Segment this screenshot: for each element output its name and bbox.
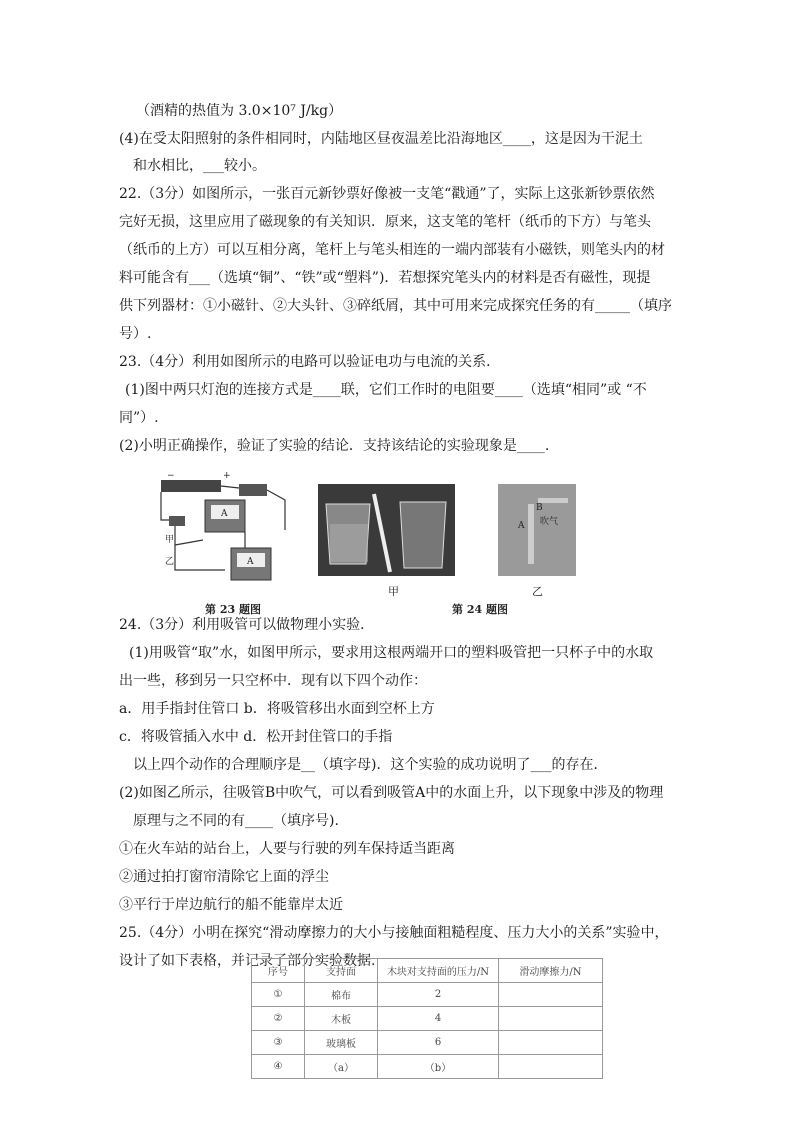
lamp-jia-label: 甲: [165, 535, 175, 545]
meter-a-label: A: [221, 509, 228, 519]
line-q24-3: 出一些，移到另一只空杯中．现有以下四个动作：: [119, 673, 427, 689]
table-cell: ③: [252, 1031, 305, 1055]
caption-yi: 乙: [532, 585, 543, 598]
line-q24-5: (2)如图乙所示，往吸管B中吹气，可以看到吸管A中的水面上升，以下现象中涉及的物理: [119, 785, 664, 801]
line-alcohol-heat-value: （酒精的热值为 3.0×10⁷ J/kg）: [136, 103, 343, 119]
line-q24-choice-2: ②通过拍打窗帘清除它上面的浮尘: [119, 869, 329, 885]
label-a: A: [518, 521, 525, 531]
line-q24-4: 以上四个动作的合理顺序是__（填字母)．这个实验的成功说明了___的存在．: [133, 757, 608, 773]
table-cell: （b）: [378, 1055, 499, 1079]
line-q24-2: (1)用吸管“取”水，如图甲所示，要求用这根两端开口的塑料吸管把一只杯子中的水取: [129, 645, 654, 661]
line-q24-6: 原理与之不同的有____（填序号).: [133, 813, 339, 829]
photo-straws-blow: [498, 484, 576, 576]
line-q24-1: 24.（3分）利用吸管可以做物理小实验．: [119, 617, 375, 633]
table-cell: 4: [378, 1007, 499, 1031]
table-header: 序号: [252, 959, 305, 983]
line-q22-4: 料可能含有___（选填“铜”、“铁”或“塑料”)．若想探究笔头内的材料是否有磁性，现提: [119, 270, 651, 286]
switch-icon: [239, 484, 267, 496]
line-q22-2: 完好无损，这里应用了磁现象的有关知识．原来，这支笔的笔杆（纸币的下方）与笔头: [119, 214, 651, 230]
table-row: [252, 1031, 603, 1055]
line-q22-1: 22.（3分）如图所示，一张百元新钞票好像被一支笔“戳通”了，实际上这张新钞票依然: [119, 186, 655, 202]
table-cell: [499, 1007, 603, 1031]
line-q23-3: 同”）.: [119, 410, 159, 426]
label-blow: 吹气: [540, 517, 559, 527]
line-q23-1: 23.（4分）利用如图所示的电路可以验证电功与电流的关系．: [119, 354, 501, 370]
caption-q23: 第 23 题图: [205, 603, 261, 616]
table-row: [252, 1007, 603, 1031]
caption-q24: 第 24 题图: [452, 603, 508, 616]
table-cell: 棉布: [305, 983, 378, 1007]
line-q21-4: (4)在受太阳照射的条件相同时，内陆地区昼夜温差比沿海地区____，这是因为干泥土: [119, 131, 643, 147]
minus-sign: +: [223, 471, 231, 481]
line-q21-4-cont: 和水相比，___较小。: [133, 158, 266, 174]
line-q22-6: 号）.: [119, 326, 152, 342]
line-q24-option-ab: a．用手指封住管口 b．将吸管移出水面到空杯上方: [119, 701, 435, 717]
table-cell: （a）: [305, 1055, 378, 1079]
line-q23-4: (2)小明正确操作，验证了实验的结论．支持该结论的实验现象是____.: [119, 438, 550, 454]
table-cell: [499, 983, 603, 1007]
lamp-yi-label: 乙: [165, 557, 175, 567]
line-q24-choice-1: ①在火车站的站台上，人要与行驶的列车保持适当距离: [119, 841, 455, 857]
line-q24-choice-3: ③平行于岸边航行的船不能靠岸太近: [119, 897, 343, 913]
line-q25-2: 设计了如下表格，并记录了部分实验数据.: [119, 953, 376, 969]
table-cell: [499, 1055, 603, 1079]
table-cell: 木板: [305, 1007, 378, 1031]
table-header-row: [252, 959, 603, 983]
friction-table: [251, 958, 603, 1079]
straw-icon: [374, 494, 390, 572]
label-b: B: [536, 503, 543, 513]
line-q22-5: 供下列器材：①小磁针、②大头针、③碎纸屑，其中可用来完成探究任务的有_____（填序: [119, 298, 672, 314]
line-q22-3: （纸币的上方）可以互相分离，笔杆上与笔头相连的一端内部装有小磁铁，则笔头内的材: [119, 242, 665, 258]
line-q23-2: (1)图中两只灯泡的连接方式是____联，它们工作时的电阻要____（选填“相同”或 “不: [125, 382, 647, 398]
meter-a-label-2: A: [247, 557, 254, 567]
table-header: 木块对支持面的压力/N: [378, 959, 499, 983]
table-cell: 玻璃板: [305, 1031, 378, 1055]
plus-sign: −: [167, 471, 175, 481]
table-cell: ④: [252, 1055, 305, 1079]
line-q24-option-cd: c．将吸管插入水中 d．松开封住管口的手指: [119, 729, 393, 745]
circuit-diagram: [155, 470, 295, 590]
table-cell: 2: [378, 983, 499, 1007]
table-row: [252, 1055, 603, 1079]
table-cell: [499, 1031, 603, 1055]
caption-jia: 甲: [388, 585, 399, 598]
table-cell: ②: [252, 1007, 305, 1031]
table-cell: 6: [378, 1031, 499, 1055]
line-q25-1: 25.（4分）小明在探究“滑动摩擦力的大小与接触面粗糙程度、压力大小的关系”实验中，: [119, 925, 669, 941]
photo-cups-straw: [318, 484, 455, 576]
table-cell: ①: [252, 983, 305, 1007]
table-row: [252, 983, 603, 1007]
table-header: 滑动摩擦力/N: [499, 959, 603, 983]
table-header: 支持面: [305, 959, 378, 983]
battery-icon: [161, 480, 221, 492]
